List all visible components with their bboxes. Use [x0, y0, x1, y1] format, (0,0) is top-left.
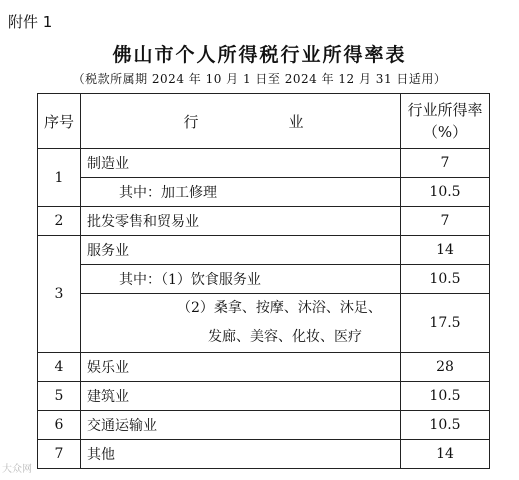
- row-no: 2: [38, 207, 81, 236]
- table-row: [38, 294, 490, 353]
- row-no: 7: [38, 440, 81, 469]
- row-rate: 10.5: [401, 382, 490, 411]
- row-rate: 7: [401, 149, 490, 178]
- header-rate-line1: 行业所得率: [407, 101, 483, 119]
- table-row: [38, 207, 490, 236]
- row-rate: 17.5: [401, 294, 490, 353]
- row-rate: 10.5: [401, 265, 490, 294]
- document-subtitle: （税款所属期 2024 年 10 月 1 日至 2024 年 12 月 31 日适用）: [72, 72, 447, 86]
- row-rate: 10.5: [401, 178, 490, 207]
- row-no: 4: [38, 353, 81, 382]
- row-no: 3: [38, 236, 81, 353]
- row-rate: 28: [401, 353, 490, 382]
- row-rate: 10.5: [401, 411, 490, 440]
- income-rate-table: [37, 93, 490, 469]
- row-industry: 其他: [81, 440, 401, 469]
- attachment-label: 附件 1: [8, 13, 53, 31]
- row-industry: 其中：（1）饮食服务业: [81, 265, 401, 294]
- row-no: 5: [38, 382, 81, 411]
- table-row: [38, 411, 490, 440]
- table-row: [38, 440, 490, 469]
- table-row: [38, 382, 490, 411]
- table-row: [38, 353, 490, 382]
- table-row: [38, 178, 490, 207]
- row-industry-line1: （2）桑拿、按摩、沐浴、沐足、: [177, 300, 382, 316]
- header-industry: [81, 94, 401, 149]
- row-industry: 交通运输业: [81, 411, 401, 440]
- row-industry: 服务业: [81, 236, 401, 265]
- row-no: 1: [38, 149, 81, 207]
- header-rate: [401, 94, 490, 149]
- row-industry: [81, 294, 401, 353]
- row-rate: 7: [401, 207, 490, 236]
- row-industry: 娱乐业: [81, 353, 401, 382]
- row-industry: 建筑业: [81, 382, 401, 411]
- document-title: 佛山市个人所得税行业所得率表: [112, 44, 407, 66]
- table-row: [38, 265, 490, 294]
- watermark-logo: 大众网: [2, 464, 32, 475]
- row-industry: 制造业: [81, 149, 401, 178]
- row-industry-line2: 发廊、美容、化妆、医疗: [208, 329, 362, 345]
- row-industry: 批发零售和贸易业: [81, 207, 401, 236]
- table-row: [38, 236, 490, 265]
- row-rate: 14: [401, 236, 490, 265]
- header-rate-line2: （%）: [422, 123, 468, 141]
- row-rate: 14: [401, 440, 490, 469]
- header-industry-label: 行业: [183, 112, 394, 131]
- table-row: [38, 149, 490, 178]
- table-header-row: [38, 94, 490, 149]
- row-industry: 其中：加工修理: [81, 178, 401, 207]
- row-no: 6: [38, 411, 81, 440]
- header-no: 序号: [38, 94, 81, 149]
